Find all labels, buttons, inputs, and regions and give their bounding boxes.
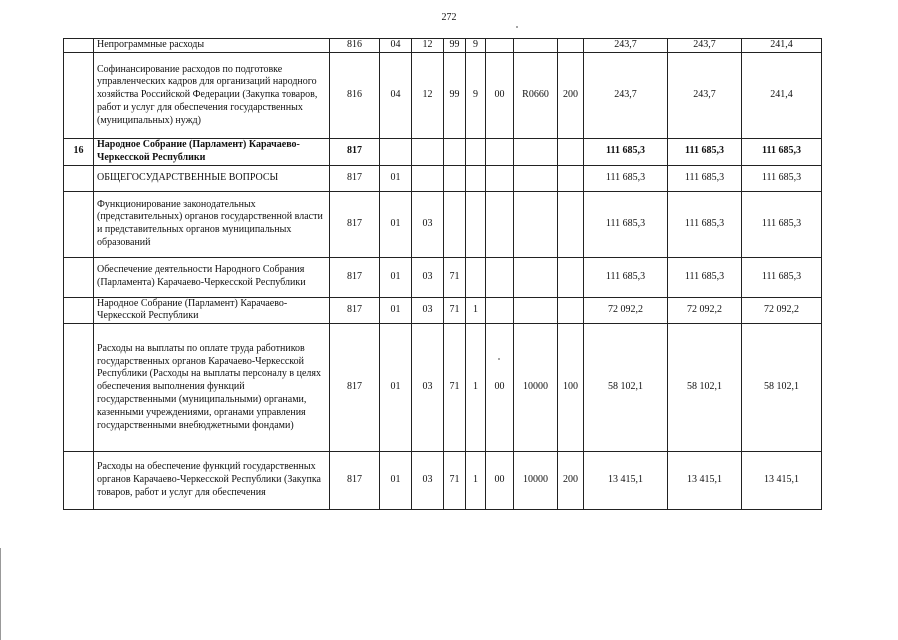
direction-code-cell: 10000 [514, 452, 558, 510]
section-code-cell: 01 [380, 257, 412, 297]
program-code-cell: 71 [444, 297, 466, 324]
subprogram-code-cell [466, 139, 486, 166]
program-code-cell: 71 [444, 257, 466, 297]
expense-type-cell [558, 165, 584, 191]
program-code-cell: 71 [444, 324, 466, 452]
amount-year2-cell: 111 685,3 [668, 139, 742, 166]
row-number-cell [64, 191, 94, 257]
direction-code-cell: R0660 [514, 53, 558, 139]
row-number-cell [64, 324, 94, 452]
ministry-code-cell: 817 [330, 297, 380, 324]
scan-edge-line [0, 548, 1, 640]
row-number-cell [64, 297, 94, 324]
subsection-code-cell: 03 [412, 452, 444, 510]
subsection-code-cell: 03 [412, 257, 444, 297]
amount-year3-cell: 111 685,3 [742, 139, 822, 166]
subsection-code-cell [412, 139, 444, 166]
section-code-cell: 04 [380, 53, 412, 139]
amount-year3-cell: 13 415,1 [742, 452, 822, 510]
direction-code-cell [514, 191, 558, 257]
row-number-cell [64, 39, 94, 53]
amount-year1-cell: 111 685,3 [584, 165, 668, 191]
amount-year1-cell: 111 685,3 [584, 139, 668, 166]
section-code-cell [380, 139, 412, 166]
item-name-cell: Расходы на выплаты по оплате труда работников государственных органов Карачаево-Черкесской Республики (Расходы на выплаты персоналу в целях обеспечения выполнения функций государственными (муниципальными) органами, казенными учреждениями, органами управления государственными внебюджетными фондами) [94, 324, 330, 452]
section-code-cell: 01 [380, 297, 412, 324]
amount-year2-cell: 111 685,3 [668, 257, 742, 297]
table-row [64, 452, 822, 510]
amount-year3-cell: 111 685,3 [742, 165, 822, 191]
program-code-cell: 99 [444, 53, 466, 139]
amount-year1-cell: 13 415,1 [584, 452, 668, 510]
item-name-cell: Софинансирование расходов по подготовке управленческих кадров для организаций народного хозяйства Российской Федерации (Закупка товаров, работ и услуг для обеспечения государственных (муниципальных) нужд) [94, 53, 330, 139]
table-row [64, 165, 822, 191]
event-code-cell: 00 [486, 452, 514, 510]
amount-year2-cell: 111 685,3 [668, 191, 742, 257]
amount-year1-cell: 58 102,1 [584, 324, 668, 452]
expense-type-cell: 200 [558, 53, 584, 139]
program-code-cell: 99 [444, 39, 466, 53]
scan-speck [516, 26, 518, 28]
amount-year2-cell: 243,7 [668, 39, 742, 53]
subsection-code-cell: 03 [412, 324, 444, 452]
amount-year1-cell: 72 092,2 [584, 297, 668, 324]
ministry-code-cell: 817 [330, 324, 380, 452]
event-code-cell [486, 39, 514, 53]
subsection-code-cell: 12 [412, 39, 444, 53]
section-code-cell: 01 [380, 452, 412, 510]
direction-code-cell [514, 257, 558, 297]
ministry-code-cell: 817 [330, 165, 380, 191]
event-code-cell [486, 257, 514, 297]
direction-code-cell [514, 297, 558, 324]
subsection-code-cell: 03 [412, 191, 444, 257]
program-code-cell: 71 [444, 452, 466, 510]
ministry-code-cell: 816 [330, 39, 380, 53]
item-name-cell: Обеспечение деятельности Народного Собрания (Парламента) Карачаево-Черкесской Республики [94, 257, 330, 297]
amount-year3-cell: 241,4 [742, 53, 822, 139]
row-number-cell [64, 257, 94, 297]
subsection-code-cell: 03 [412, 297, 444, 324]
expense-type-cell [558, 257, 584, 297]
expense-type-cell: 100 [558, 324, 584, 452]
amount-year2-cell: 13 415,1 [668, 452, 742, 510]
amount-year2-cell: 58 102,1 [668, 324, 742, 452]
direction-code-cell [514, 165, 558, 191]
subprogram-code-cell: 1 [466, 297, 486, 324]
ministry-code-cell: 817 [330, 257, 380, 297]
section-code-cell: 01 [380, 165, 412, 191]
event-code-cell [486, 297, 514, 324]
ministry-code-cell: 817 [330, 139, 380, 166]
subprogram-code-cell: 1 [466, 452, 486, 510]
direction-code-cell: 10000 [514, 324, 558, 452]
section-code-cell: 01 [380, 324, 412, 452]
item-name-cell: ОБЩЕГОСУДАРСТВЕННЫЕ ВОПРОСЫ [94, 165, 330, 191]
table-row [64, 257, 822, 297]
event-code-cell: 00 [486, 53, 514, 139]
row-number-cell [64, 165, 94, 191]
ministry-code-cell: 817 [330, 191, 380, 257]
subsection-code-cell [412, 165, 444, 191]
amount-year1-cell: 243,7 [584, 53, 668, 139]
row-number-cell: 16 [64, 139, 94, 166]
row-number-cell [64, 452, 94, 510]
event-code-cell [486, 191, 514, 257]
row-number-cell [64, 53, 94, 139]
item-name-cell: Народное Собрание (Парламент) Карачаево-Черкесской Республики [94, 297, 330, 324]
section-code-cell: 01 [380, 191, 412, 257]
amount-year3-cell: 241,4 [742, 39, 822, 53]
amount-year3-cell: 72 092,2 [742, 297, 822, 324]
amount-year2-cell: 111 685,3 [668, 165, 742, 191]
event-code-cell [486, 139, 514, 166]
subprogram-code-cell: 1 [466, 324, 486, 452]
expense-type-cell: 200 [558, 452, 584, 510]
subprogram-code-cell: 9 [466, 39, 486, 53]
program-code-cell [444, 165, 466, 191]
program-code-cell [444, 139, 466, 166]
event-code-cell: 00 [486, 324, 514, 452]
table-row [64, 39, 822, 53]
subsection-code-cell: 12 [412, 53, 444, 139]
table-row [64, 139, 822, 166]
expense-type-cell [558, 297, 584, 324]
amount-year3-cell: 58 102,1 [742, 324, 822, 452]
event-code-cell [486, 165, 514, 191]
amount-year1-cell: 111 685,3 [584, 191, 668, 257]
expense-type-cell [558, 139, 584, 166]
expense-type-cell [558, 39, 584, 53]
amount-year3-cell: 111 685,3 [742, 257, 822, 297]
item-name-cell: Функционирование законодательных (представительных) органов государственной власти и представительных органов муниципальных образований [94, 191, 330, 257]
page-number: 272 [441, 12, 457, 23]
ministry-code-cell: 816 [330, 53, 380, 139]
subprogram-code-cell [466, 257, 486, 297]
amount-year2-cell: 72 092,2 [668, 297, 742, 324]
table-row [64, 53, 822, 139]
expense-type-cell [558, 191, 584, 257]
amount-year2-cell: 243,7 [668, 53, 742, 139]
item-name-cell: Расходы на обеспечение функций государственных органов Карачаево-Черкесской Республики (Закупка товаров, работ и услуг для обеспечения [94, 452, 330, 510]
subprogram-code-cell: 9 [466, 53, 486, 139]
ministry-code-cell: 817 [330, 452, 380, 510]
item-name-cell: Непрограммные расходы [94, 39, 330, 53]
program-code-cell [444, 191, 466, 257]
table-row [64, 191, 822, 257]
amount-year3-cell: 111 685,3 [742, 191, 822, 257]
table-row [64, 324, 822, 452]
budget-table [63, 38, 822, 510]
table-row [64, 297, 822, 324]
subprogram-code-cell [466, 165, 486, 191]
amount-year1-cell: 243,7 [584, 39, 668, 53]
section-code-cell: 04 [380, 39, 412, 53]
direction-code-cell [514, 139, 558, 166]
subprogram-code-cell [466, 191, 486, 257]
direction-code-cell [514, 39, 558, 53]
amount-year1-cell: 111 685,3 [584, 257, 668, 297]
item-name-cell: Народное Собрание (Парламент) Карачаево-Черкесской Республики [94, 139, 330, 166]
